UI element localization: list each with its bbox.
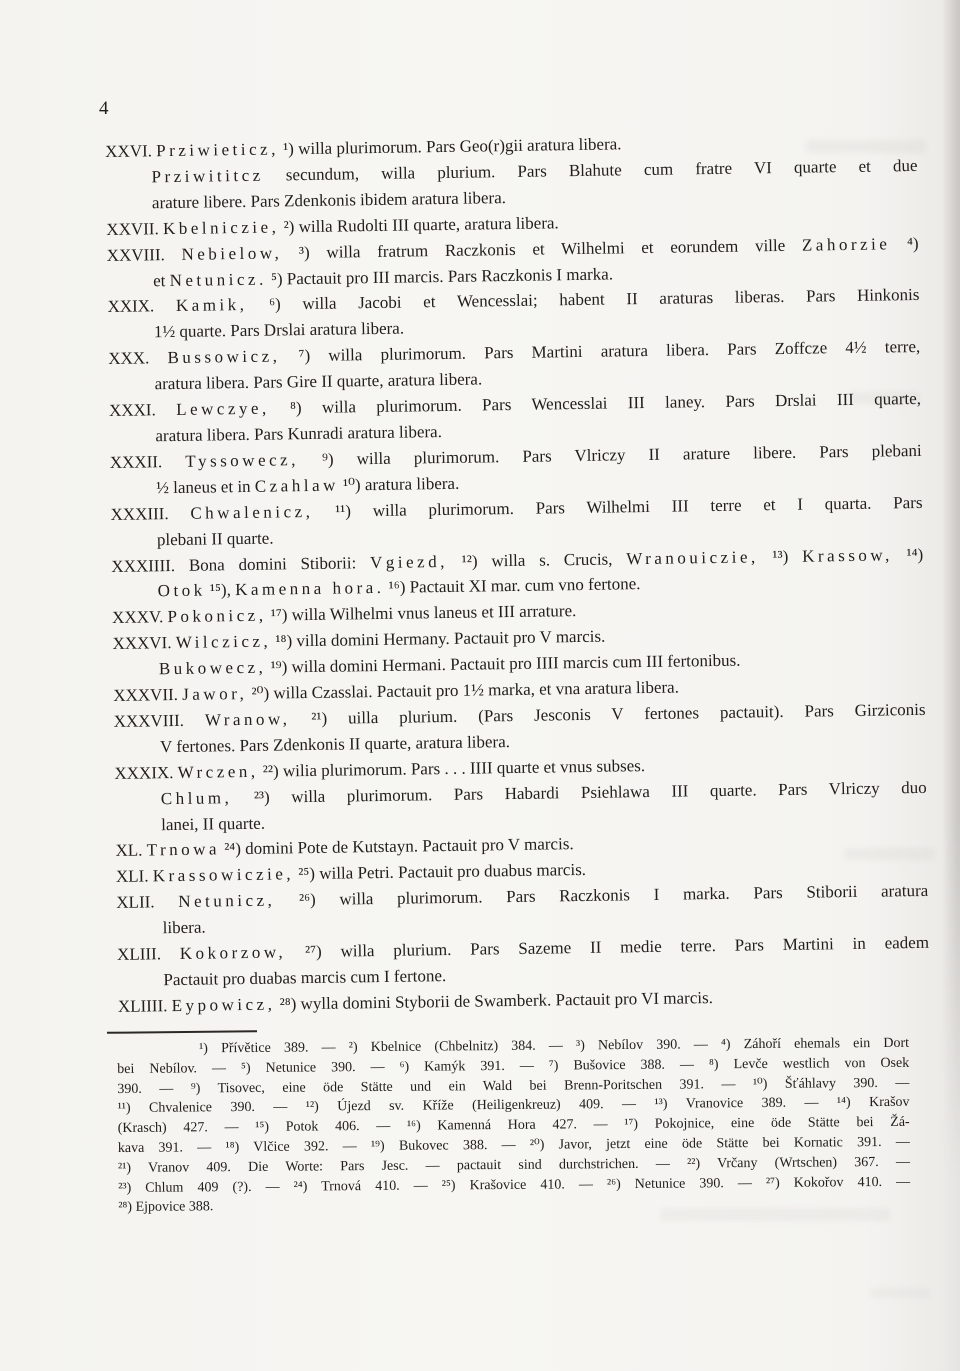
place-name: Tyssowecz, [185,450,300,471]
place-name: Czahlaw [254,475,339,496]
text-segment: ⁷) willa plurimorum. Pars Martini aratura libera. Pars Zoffcze 4½ terre, [280,337,921,366]
place-name: Nebielow, [181,243,283,264]
text-segment: ²⁷) willa plurium. Pars Sazeme II medie terre. Pars Martini in eadem [286,932,930,962]
text-segment: aratura libera. Pars Gire II quarte, aratura libera. [154,369,483,394]
text-segment: XXXII. [109,451,186,472]
place-name: Bukowecz, [158,657,267,679]
text-segment: ²³) willa plurimorum. Pars Habardi Psiehlawa III quarte. Pars Vlriczy duo [232,777,927,807]
text-segment: ²²) wilia plurimorum. Pars . . . IIII quarte et vnus subses. [258,755,646,781]
text-segment: XL. [115,840,147,861]
text-segment: XXXV. [111,607,168,628]
text-segment: XLII. [116,892,179,913]
main-text-block [105,127,930,1020]
place-name: Chlum, [160,787,233,808]
place-name: Netunicz, [178,890,276,912]
text-segment: ²⁰) willa Czasslai. Pactauit pro 1½ marka, et vna aratura libera. [247,677,680,703]
place-name: Prziwieticz, [156,139,280,161]
text-segment: ¹⁹) willa domini Hermani. Pactauit pro IIII marcis cum III fertonibus. [266,650,741,677]
text-segment: lanei, II quarte. [161,813,266,834]
text-segment: libera. [162,917,206,938]
place-name: Netunicz. [169,269,267,290]
page-number: 4 [99,98,109,119]
text-segment: ⁹) willa plurimorum. Pars Vlriczy II arature libere. Pars plebani [298,440,922,470]
text-segment: ¹⁷) willa Wilhelmi vnus laneus et III arrature. [266,601,577,625]
text-segment: ²⁵) willa Petri. Pactauit pro duabus marcis. [293,860,587,884]
place-name: Lewczye, [175,398,270,420]
text-segment: ²¹) Vranov 409. Die Worte: Pars Jesc. — pactauit sind durchstrichen. — ²²) Vrčany (Wrtschen) 367. — [117,1154,911,1176]
place-name: Kokorzow, [179,942,287,964]
text-segment: (Krasch) 427. — ¹⁵) Potok 406. — ¹⁶) Kamenná Hora 427. — ¹⁷) Pokojnice, eine öde Stätte bei Žá- [117,1114,910,1137]
text-segment: ¹⁵), [205,580,236,600]
place-name: Wilczicz, [175,631,272,653]
text-segment: XXIX. [107,296,177,317]
place-name: Bussowicz, [167,346,281,368]
place-name: Kbelniczie, [162,217,280,238]
text-segment: XLI. [115,866,153,887]
place-name: Eypowicz, [171,994,276,1016]
place-name: Wranouiczie, [626,546,759,568]
place-name: Otok [157,580,206,601]
footnotes-block [117,1034,910,1218]
text-segment: 390. — ⁹) Tisovec, eine öde Stätte und ein Wald bei Brenn-Poritschen 391. — ¹⁰) Šťáhlavy 390. — [117,1075,910,1097]
text-segment: ⁶) willa Jacobi et Wencesslai; habent II araturas liberas. Pars Hinkonis [247,285,920,315]
scan-artifact [870,1288,930,1298]
place-name: Prziwititcz [151,165,264,187]
text-segment: ²³) Chlum 409 (?). — ²⁴) Trnová 410. — ²⁵) Krašovice 410. — ²⁶) Netunice 390. — ²⁷) Kokořov 410. — [118,1174,911,1196]
text-segment: ²⁸) wylla domini Styborii de Swamberk. Pactauit pro VI marcis. [275,987,714,1014]
text-segment: et [152,270,170,290]
text-segment: ⁵) Pactauit pro III marcis. Pars Raczkonis I marka. [266,264,614,289]
place-name: Krassow, [801,544,893,566]
text-segment: arature libere. Pars Zdenkonis ibidem aratura libera. [151,187,507,213]
place-name: Kamik, [175,295,248,316]
text-segment: XLIIII. [117,996,172,1016]
text-segment: ½ laneus et in [156,476,255,498]
text-segment: XLIII. [116,944,180,965]
text-segment: ¹⁶) Pactauit XI mar. cum vno fertone. [384,574,641,598]
text-segment: XXXVIII. [113,710,206,731]
place-name: Wranow, [204,709,291,730]
place-name: Pokonicz, [167,605,267,627]
text-segment: XXXIIII. Bona domini Stiborii: [111,552,371,576]
text-segment: XXVII. [106,218,164,239]
text-segment: ¹⁰) aratura libera. [338,473,460,495]
text-segment: kava 391. — ¹⁸) Vlčice 392. — ¹⁹) Bukovec 388. — ²⁰) Javor, jetzt eine öde Stätte bei Kornatic 391. — [117,1134,910,1156]
text-segment: XXVI. [105,141,157,161]
text-segment: ¹) Přívětice 389. — ²) Kbelnice (Chbelnitz) 384. — ³) Nebílov 390. — ⁴) Záhoří ehemals ein Dort [199,1035,910,1057]
text-segment: ²⁶) willa plurimorum. Pars Raczkonis I marka. Pars Stiborii aratura [275,881,929,910]
place-name: Wrczen, [177,761,259,782]
text-segment: ¹²) willa s. Crucis, [447,548,627,571]
text-segment: secundum, willa plurium. Pars Blahute cum fratre VI quarte et due [263,155,918,185]
place-name: Jawor, [182,683,248,704]
text-segment: ¹⁴) [892,544,924,564]
text-segment: ²⁴) domini Pote de Kutstayn. Pactauit pro V marcis. [219,834,574,859]
place-name: Vgiezd, [369,551,449,572]
text-segment: V fertones. Pars Zdenkonis II quarte, aratura libera. [159,731,511,757]
text-segment: ⁸) willa plurimorum. Pars Wencesslai III laney. Pars Drslai III quarte, [269,388,922,418]
place-name: Zahorzie [801,233,891,255]
place-name: Kamenna hora. [235,578,385,600]
text-segment: ¹³) [758,546,803,566]
text-segment: ³) willa fratrum Raczkonis et Wilhelmi et eorundem ville [282,235,803,263]
text-segment: XXXVII. [113,684,183,705]
text-segment: ¹) willa plurimorum. Pars Geo(r)gii aratura libera. [278,134,622,159]
text-segment: XXX. [108,348,168,369]
place-name: Chwalenicz, [190,501,314,523]
text-segment: ²) willa Rudolti III quarte, aratura libera. [279,212,559,237]
place-name: Krassowiczie, [152,864,295,886]
text-segment: XXXVI. [112,633,176,654]
text-segment: plebani II quarte. [156,528,274,549]
text-segment: XXXIII. [110,503,191,524]
scan-edge-shadow [942,0,960,1180]
text-segment: XXXI. [108,400,177,421]
text-segment: ¹¹) willa plurimorum. Pars Wilhelmi III terre et I quarta. Pars [313,492,923,521]
text-segment: aratura libera. Pars Kunradi aratura libera. [155,422,443,446]
text-segment: ²¹) uilla plurium. (Pars Jesconis V fertones pactauit). Pars Girziconis [290,699,926,729]
text-segment: bei Nebílov. — ⁵) Netunice 390. — ⁶) Kamýk 391. — ⁷) Bušovice 388. — ⁸) Levče westlich von Osek [117,1055,910,1077]
text-segment: XXXIX. [114,762,178,783]
text-segment: ²⁸) Ejpovice 388. [118,1199,214,1216]
footnote-separator [107,1030,257,1034]
text-segment: XXVIII. [106,244,182,265]
text-segment: ⁴) [890,233,919,253]
text-segment: 1½ quarte. Pars Drslai aratura libera. [153,318,405,342]
text-segment: Pactauit pro duabas marcis cum I fertone. [163,966,447,990]
text-segment: ¹⁸) villa domini Hermany. Pactauit pro V marcis. [271,626,606,651]
text-segment: ¹¹) Chvalenice 390. — ¹²) Újezd sv. Kříže (Heiligenkreuz) 409. — ¹³) Vranovice 389. — ¹⁴) Krašov [117,1095,910,1117]
place-name: Trnowa [146,839,221,860]
